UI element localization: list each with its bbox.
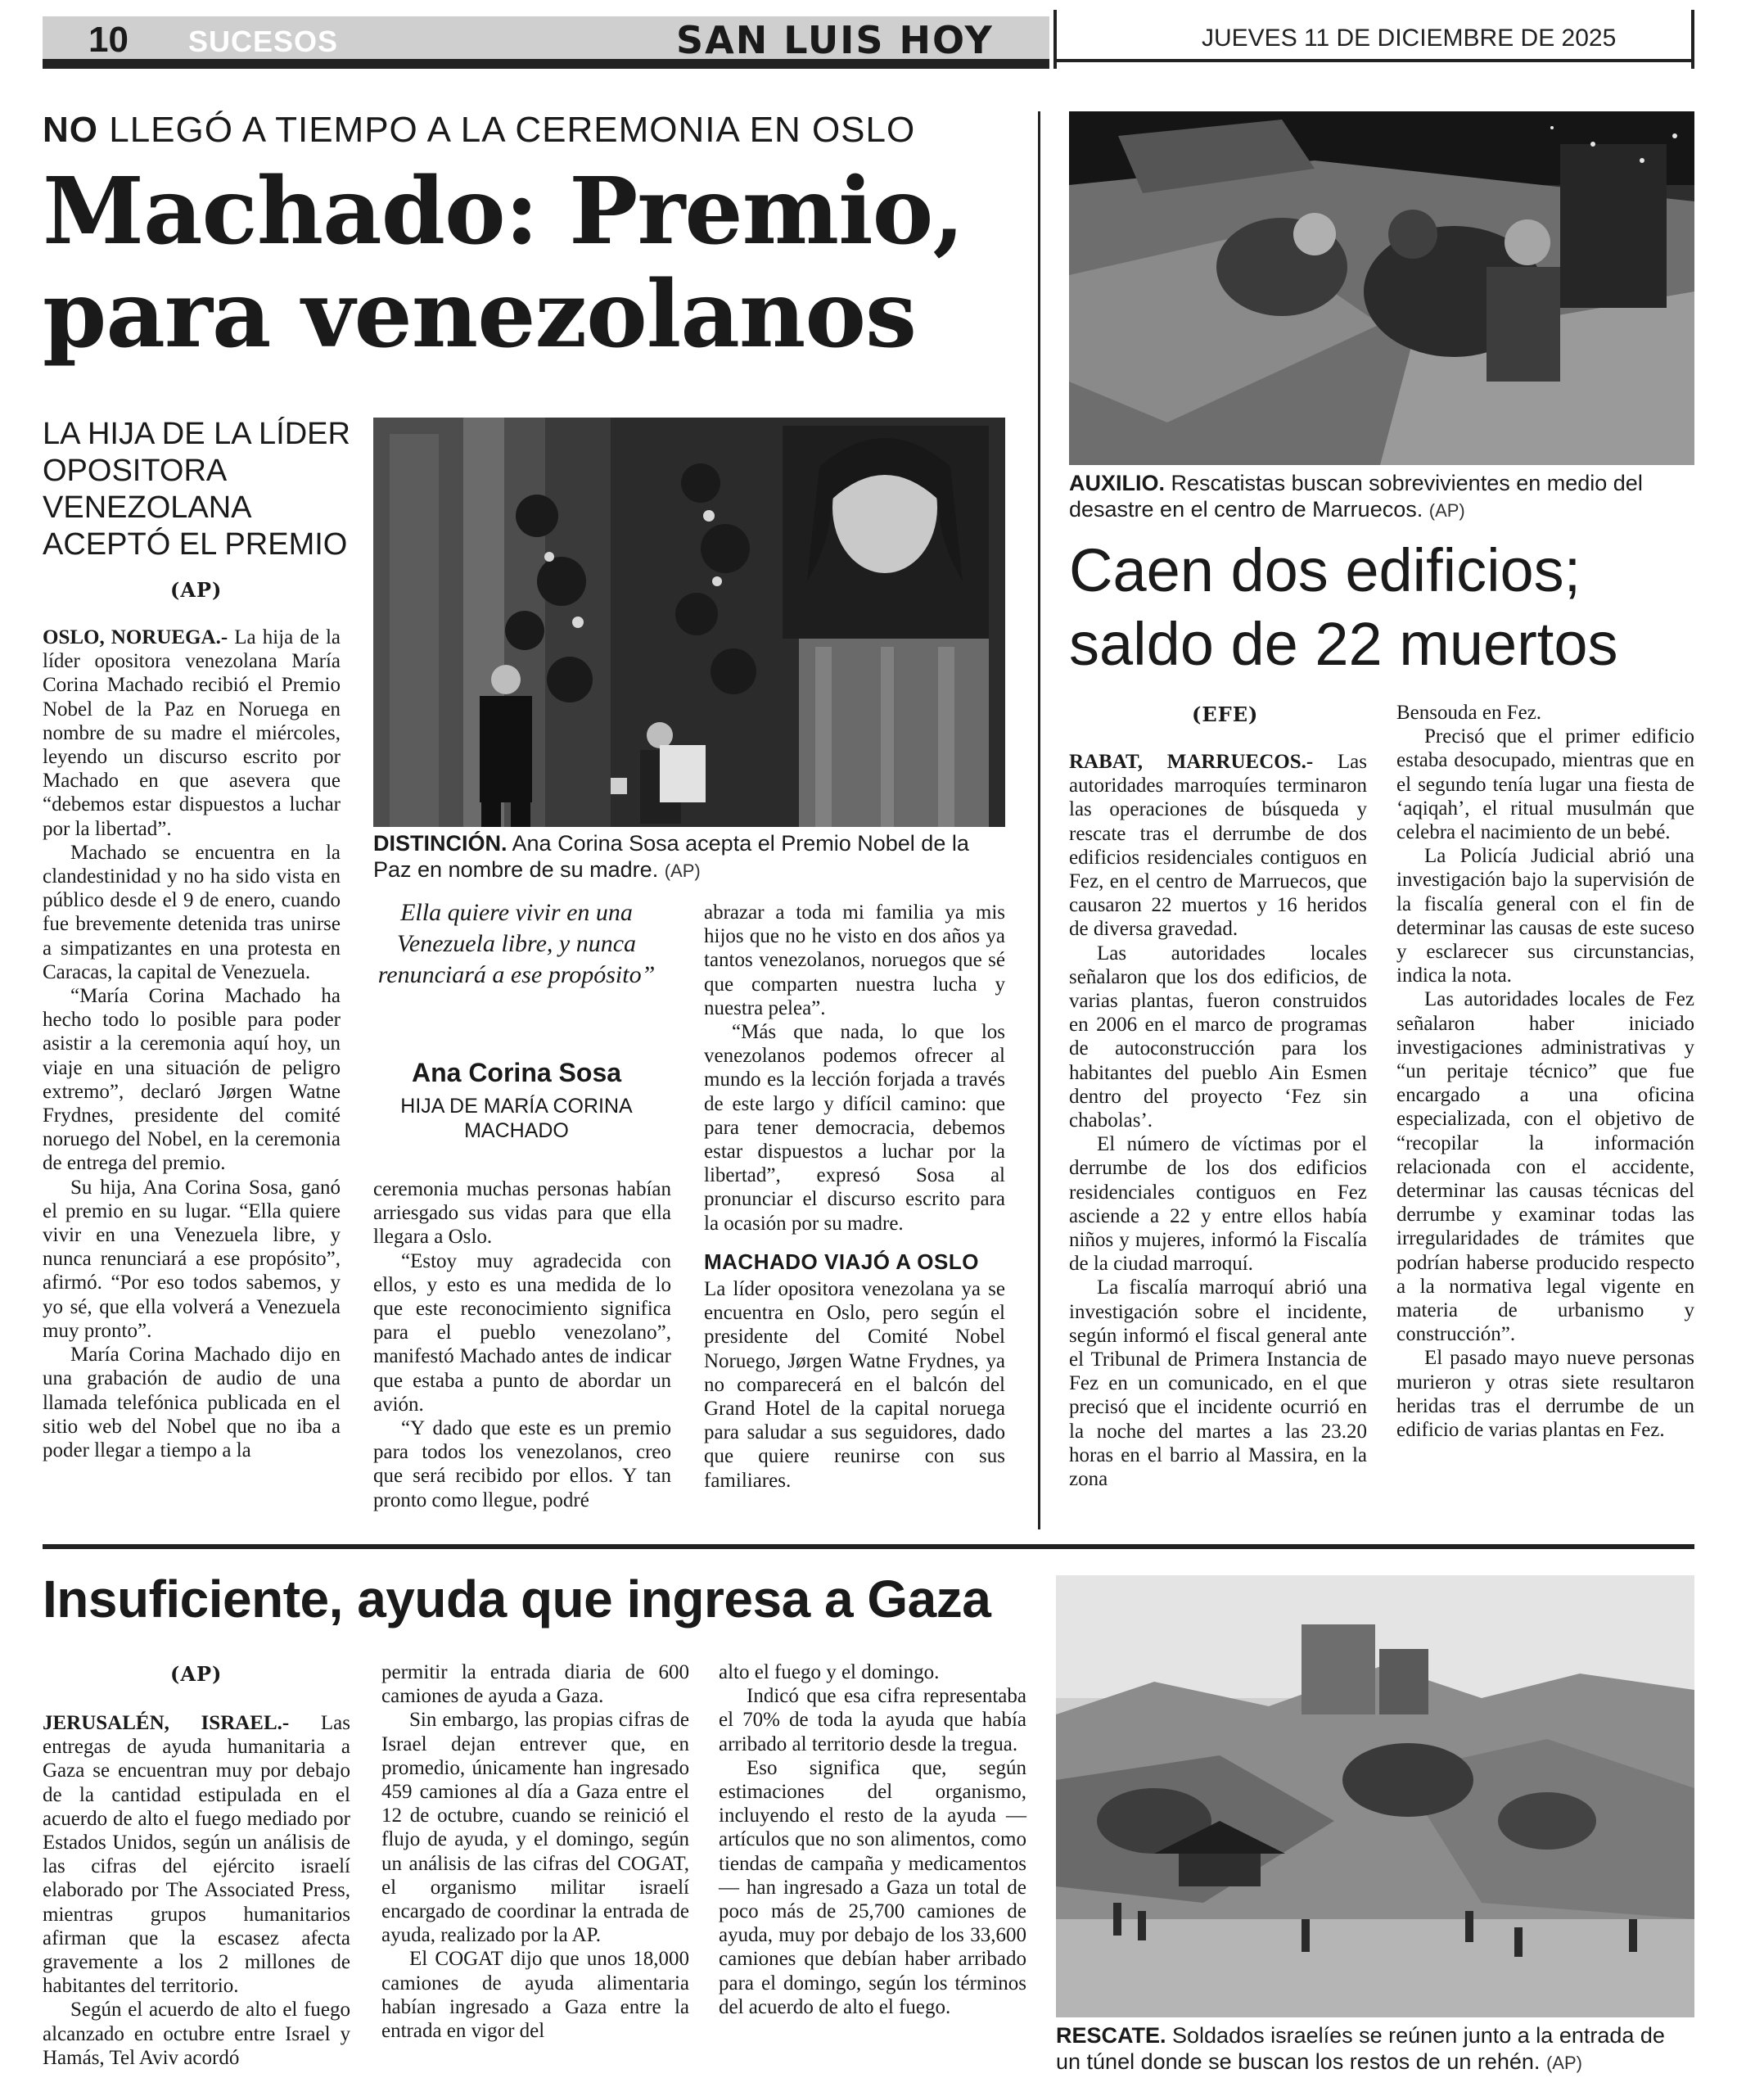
kicker — [43, 110, 915, 151]
wire-credit: (AP) — [170, 1662, 223, 1686]
paragraph: Precisó que el primer edificio estaba desocupado, mientras que en el segundo tenía lugar una fiesta de ‘aqiqah’, el ritual musulmán que celebra el nacimiento de un bebé. — [1396, 725, 1694, 844]
header-rule-right — [1056, 59, 1694, 62]
nobel-ceremony-photo — [373, 418, 1005, 827]
article-column-8 — [719, 1660, 1026, 2019]
kicker-text: LLEGÓ A TIEMPO A LA CEREMONIA EN OSLO — [98, 110, 916, 150]
caption-label: RESCATE. — [1056, 2023, 1166, 2048]
pull-quote: Ella quiere vivir en una Venezuela libre, y nunca renunciará a ese propósito” — [377, 899, 656, 988]
caption-label: DISTINCIÓN. — [373, 831, 508, 856]
headline-morocco: Caen dos edificios; saldo de 22 muertos — [1069, 536, 1618, 678]
paragraph: Las autoridades locales señalaron que los dos edificios, de varias plantas, fueron construidos en 2006 en el marco de programas de autoconstrucción para los habitantes del pueblo Ain Esmen dentro del proyecto ‘Fez sin chabolas’. — [1069, 942, 1367, 1132]
kicker-bold: NO — [43, 110, 98, 150]
paragraph: Eso significa que, según estimaciones del organismo, incluyendo el resto de la ayuda —artículos que no son alimentos, como tiendas de campaña y medicamentos— han ingresado a Gaza un total de poco más de 25,700 camiones de ayuda, muy por debajo de los 33,600 camiones que debían haber arribado para el domingo, según los términos del acuerdo de alto el fuego. — [719, 1756, 1026, 2018]
paragraph: Machado se encuentra en la clandestinidad y no ha sido vista en público desde el 9 de enero, cuando fue brevemente detenida tras unirse a simpatizantes en una protesta en Caracas, la capital de Venezuela. — [43, 841, 341, 983]
paragraph: La líder opositora venezolana ya se encuentra en Oslo, pero según el presidente del Comité Nobel Noruego, Jørgen Watne Frydnes, ya no comparecerá en el balcón del Grand Hotel de la capital noruega para saludar a sus seguidores, dado que quiere reunirse con sus familiares. — [704, 1278, 1005, 1492]
photo-caption: DISTINCIÓN. Ana Corina Sosa acepta el Premio Nobel de la Paz en nombre de su madre. (AP) — [373, 831, 969, 882]
wire-credit: (EFE) — [1192, 702, 1259, 726]
paragraph: alto el fuego y el domingo. — [719, 1661, 940, 1683]
headline-gaza: Insuficiente, ayuda que ingresa a Gaza — [43, 1570, 991, 1628]
caption-label: AUXILIO. — [1069, 471, 1166, 495]
page-number: 10 — [88, 20, 129, 60]
photo-caption: AUXILIO. Rescatistas buscan sobrevivientes en medio del desastre en el centro de Marruecos. (AP) — [1069, 471, 1643, 522]
issue-date: JUEVES 11 DE DICIEMBRE DE 2025 — [1202, 25, 1617, 52]
paragraph: “Estoy muy agradecida con ellos, y esto es una medida de lo que este reconocimiento significa para el pueblo venezolano”, manifestó Machado antes de indicar que estaba a punto de abordar un avión. — [373, 1249, 671, 1416]
wire-credit: (AP) — [170, 578, 223, 602]
paragraph: Bensouda en Fez. — [1396, 702, 1542, 724]
subheadline: LA HIJA DE LA LÍDER OPOSITORA VENEZOLANA ACEPTÓ EL PREMIO — [43, 417, 350, 562]
gaza-tunnel-photo — [1056, 1575, 1694, 2017]
article-column-5 — [1396, 701, 1694, 1442]
paragraph: ceremonia muchas personas habían arriesgado sus vidas para que ella llegara a Oslo. — [373, 1178, 671, 1249]
photo-credit: (AP) — [664, 861, 701, 881]
article-column-2 — [373, 1177, 671, 1512]
article-column-3 — [704, 901, 1005, 1493]
paragraph: El pasado mayo nueve personas murieron y otras siete resultaron heridas tras el derrumbe de un edificio de varias plantas en Fez. — [1396, 1347, 1694, 1442]
article-column-7 — [381, 1660, 689, 2043]
paragraph: Las autoridades locales de Fez señalaron haber iniciado investigaciones administrativas y “un peritaje técnico” que fue encargado a una oficina especializada, con el objetivo de “recopilar la información relacionada con el accidente, determinar las causas técnicas del derrumbe y examinar todas las irregularidades de trámites que podrían haberse producido respecto a la normativa legal vigente en materia de urbanismo y construcción”. — [1396, 988, 1694, 1346]
dateline: RABAT, MARRUECOS.- — [1069, 751, 1314, 773]
photo-caption: RESCATE. Soldados israelíes se reúnen junto a la entrada de un túnel donde se buscan los restos de un rehén. (AP) — [1056, 2023, 1665, 2074]
paragraph: JERUSALÉN, ISRAEL.- Las entregas de ayuda humanitaria a Gaza se encuentran muy por debajo de la cantidad estipulada en el acuerdo de alto el fuego mediado por Estados Unidos, según un análisis de las cifras del ejército israelí elaborado por The Associated Press, mientras grupos humanitarios afirman que la escasez afecta gravemente a los 2 millones de habitantes del territorio. — [43, 1712, 351, 1998]
paragraph: María Corina Machado dijo en una grabación de audio de una llamada telefónica publicada en el sitio web del Nobel que no iba a poder llegar a tiempo a la — [43, 1344, 341, 1461]
paragraph: Su hija, Ana Corina Sosa, ganó el premio en su lugar. “Ella quiere vivir en una Venezuela libre, y nunca renunciará a ese propósito”, afirmó. “Por eso todos sabemos, y yo sé, que ella volverá a Venezuela muy pronto”. — [43, 1176, 341, 1342]
dateline: OSLO, NORUEGA.- — [43, 626, 228, 648]
dateline: JERUSALÉN, ISRAEL.- — [43, 1712, 290, 1734]
photo-credit: (AP) — [1428, 500, 1465, 521]
paragraph: “María Corina Machado ha hecho todo lo posible para poder asistir a la ceremonia aquí hoy, un viaje en una situación de peligro extremo”, declaró Jørgen Watne Frydnes, presidente del comité noruego del Nobel, en la ceremonia de entrega del premio. — [43, 985, 341, 1175]
main-headline: Machado: Premio, para venezolanos — [43, 158, 964, 368]
article-column-4 — [1069, 750, 1367, 1491]
rescue-photo — [1069, 111, 1694, 465]
paragraph: abrazar a toda mi familia ya mis hijos que no he visto en dos años ya tantos venezolanos, noruegos que sé que comparten nuestra lucha y nuestra pelea”. — [704, 901, 1005, 1019]
column-divider — [1038, 111, 1040, 1529]
paragraph: OSLO, NORUEGA.- La hija de la líder opositora venezolana María Corina Machado recibió el Premio Nobel de la Paz en Noruega en nombre de su madre el miércoles, leyendo un discurso escrito por Machado en que asevera que “debemos estar dispuestos a luchar por la libertad”. — [43, 626, 341, 840]
paragraph: “Y dado que este es un premio para todos los venezolanos, creo que será recibido por ellos. Y tan pronto como llegue, podré — [373, 1417, 671, 1511]
paragraph: La Policía Judicial abrió una investigación bajo la supervisión de la fiscalía general con el fin de determinar las causas de este suceso y esclarecer sus circunstancias, indica la nota. — [1396, 845, 1694, 987]
photo-credit: (AP) — [1545, 2053, 1582, 2073]
story-separator — [43, 1544, 1694, 1549]
header-divider — [1053, 10, 1057, 69]
paragraph: La fiscalía marroquí abrió una investigación sobre el incidente, según informó el fiscal general ante el Tribunal de Primera Instancia de Fez en un comunicado, en el que precisó que el incidente ocurrió en la noche del martes a las 23.20 horas en el barrio al Massira, en la zona — [1069, 1276, 1367, 1491]
paragraph: Según el acuerdo de alto el fuego alcanzado en octubre entre Israel y Hamás, Tel Aviv acordó — [43, 1999, 350, 2069]
paragraph: El número de víctimas por el derrumbe de los dos edificios residenciales contiguos en Fez asciende a 22 y entre ellos había niños y mujeres, informó la Fiscalía de la ciudad marroquí. — [1069, 1133, 1367, 1276]
masthead: SAN LUIS HOY — [676, 18, 994, 62]
paragraph: El COGAT dijo que unos 18,000 camiones de ayuda alimentaria habían ingresado a Gaza entre la entrada en vigor del — [381, 1948, 689, 2043]
section-name: SUCESOS — [188, 25, 339, 58]
inline-subhead: MACHADO VIAJÓ A OSLO — [704, 1249, 979, 1274]
header-divider-right — [1691, 10, 1694, 69]
pull-quote-name: Ana Corina Sosa — [411, 1058, 622, 1087]
paragraph: Indicó que esa cifra representaba el 70% de toda la ayuda que había arribado al territorio desde la tregua. — [719, 1685, 1026, 1755]
paragraph: “Más que nada, lo que los venezolanos podemos ofrecer al mundo es la lección forjada a través de este largo y difícil camino: que para tener democracia, debemos estar dispuestos a luchar por la libertad”, expresó Sosa al pronunciar el discurso escrito para la ocasión por su madre. — [704, 1021, 1005, 1235]
pull-quote-title: HIJA DE MARÍA CORINA MACHADO — [400, 1095, 633, 1142]
paragraph: permitir la entrada diaria de 600 camiones de ayuda a Gaza. — [381, 1661, 689, 1708]
article-column-1 — [43, 626, 341, 1462]
paragraph: RABAT, MARRUECOS.- Las autoridades marroquíes terminaron las operaciones de búsqueda y rescate tras el derrumbe de dos edificios residenciales contiguos en Fez, en el centro de Marruecos, que causaron 22 muertos y 16 heridos de diversa gravedad. — [1069, 751, 1367, 941]
paragraph: Sin embargo, las propias cifras de Israel dejan entrever que, en promedio, únicamente han ingresado 459 camiones al día a Gaza entre el 12 de octubre, cuando se reinició el flujo de ayuda, y el domingo, según un análisis de las cifras del COGAT, el organismo militar israelí encargado de coordinar la entrada de ayuda, realizado por la AP. — [381, 1709, 689, 1947]
article-column-6 — [43, 1711, 350, 2070]
